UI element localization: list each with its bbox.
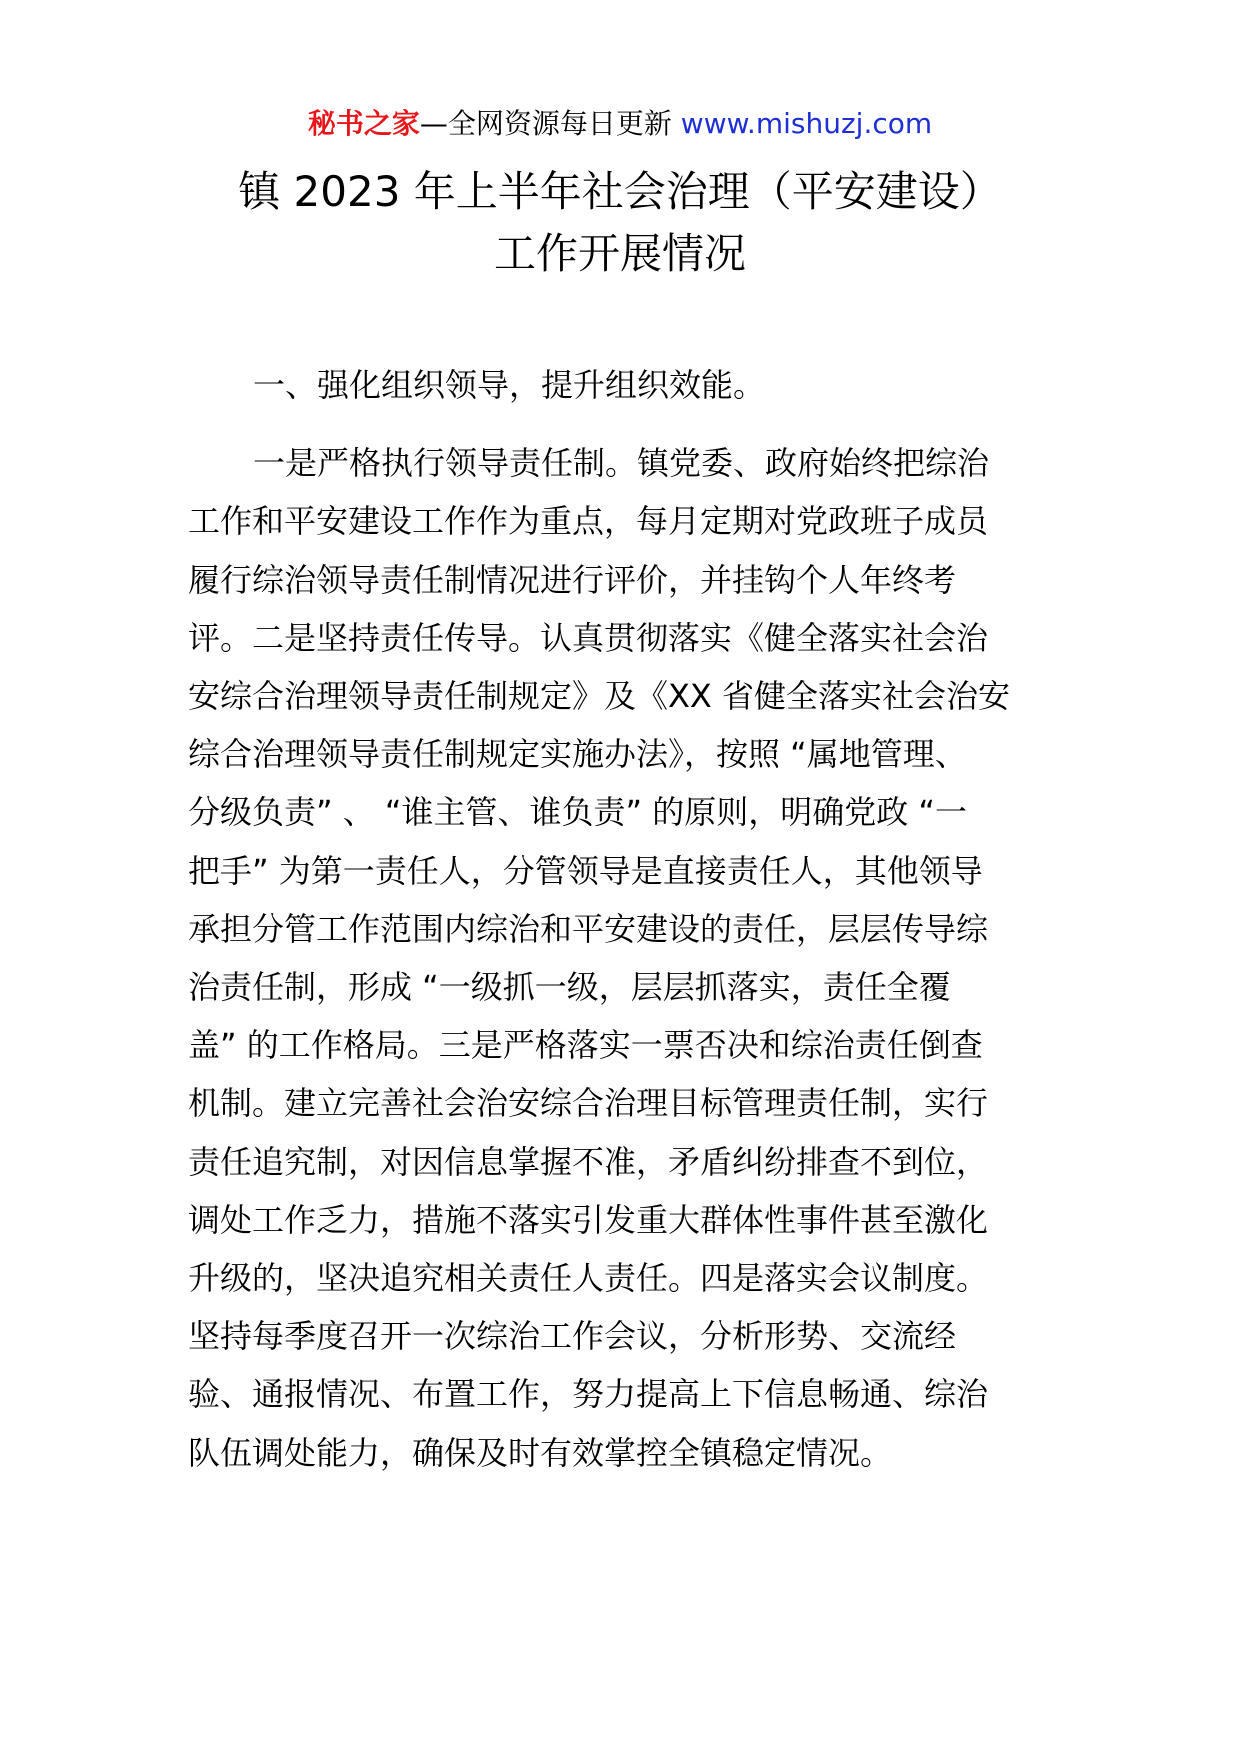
- body-line: 责任追究制，对因信息掌握不准，矛盾纠纷排查不到位，: [188, 1142, 989, 1181]
- body-line: 评。二是坚持责任传导。认真贯彻落实《健全落实社会治: [188, 618, 989, 657]
- brand-name: 秘书之家: [307, 107, 420, 140]
- header-tagline: —全网资源每日更新: [419, 107, 672, 140]
- document-title-line-2: 工作开展情况: [493, 229, 746, 278]
- body-line: 调处工作乏力，措施不落实引发重大群体性事件甚至激化: [188, 1200, 989, 1239]
- body-line: 履行综治领导责任制情况进行评价，并挂钩个人年终考: [188, 560, 957, 599]
- body-line: 工作和平安建设工作作为重点，每月定期对党政班子成员: [188, 502, 989, 541]
- site-link[interactable]: www.mishuzj.com: [680, 107, 933, 140]
- body-line: 坚持每季度召开一次综治工作会议，分析形势、交流经: [188, 1317, 957, 1356]
- document-title-line-1: 镇 2023 年上半年社会治理（平安建设）: [238, 167, 1002, 216]
- body-line: 综合治理领导责任制规定实施办法》，按照 “属地管理、: [188, 735, 967, 774]
- body-line: 机制。建立完善社会治安综合治理目标管理责任制，实行: [188, 1084, 989, 1123]
- body-line: 把手” 为第一责任人，分管领导是直接责任人，其他领导: [188, 851, 983, 890]
- body-line: 队伍调处能力，确保及时有效掌控全镇稳定情况。: [188, 1433, 893, 1472]
- body-line: 升级的，坚决追究相关责任人责任。四是落实会议制度。: [188, 1259, 989, 1297]
- section-heading: 一、强化组织领导，提升组织效能。: [253, 366, 766, 404]
- body-line: 盖” 的工作格局。三是严格落实一票否决和综治责任倒查: [188, 1026, 983, 1065]
- body-line: 验、通报情况、布置工作，努力提高上下信息畅通、综治: [188, 1375, 989, 1414]
- body-line: 一是严格执行领导责任制。镇党委、政府始终把综治: [253, 444, 990, 483]
- body-line: 分级负责” 、 “谁主管、谁负责” 的原则，明确党政 “一: [188, 793, 968, 832]
- body-line: 承担分管工作范围内综治和平安建设的责任，层层传导综: [188, 909, 989, 948]
- body-line: 安综合治理领导责任制规定》及《XX 省健全落实社会治安: [188, 677, 1011, 715]
- page-header: [0, 104, 1240, 144]
- body-line: 治责任制，形成 “一级抓一级，层层抓落实，责任全覆: [188, 968, 951, 1006]
